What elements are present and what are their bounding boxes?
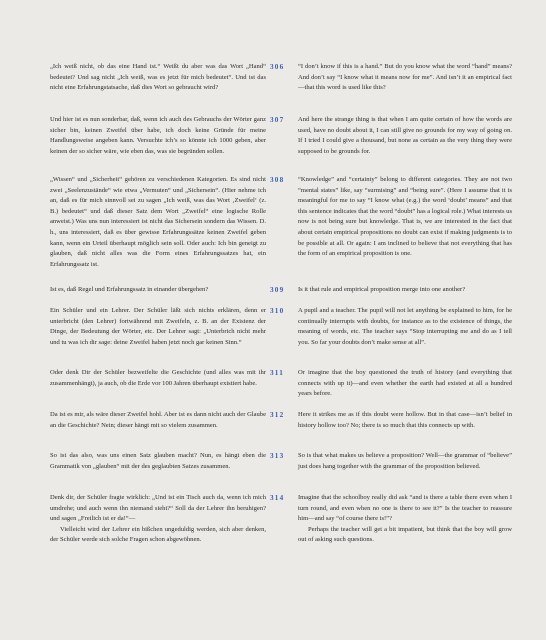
- german-paragraph: „Wissen“ und „Sicherheit“ gehören zu verschiedenen Kategorien. Es sind nicht zwei „Seelenzustände“ wie etwa „Vermuten“ und „Sichersein“. (Hier nehme ich an, daß es für mich sinnvoll sei zu sagen „Ich weiß, was das Wort ‚Zweifel‘ (z. B.) bedeutet“ und daß dieser Satz dem Wort „Zweifel“ eine logische Rolle anweist.) Was uns nun interessiert ist nicht das Sichersein sondern das Wissen. D. h., uns interessiert, daß es über gewisse Erfahrungssätze keinen Zweifel geben kann, wenn ein Urteil überhaupt möglich sein soll. Oder auch: Ich bin geneigt zu glauben, daß nicht alles was die Form eines Erfahrungssatzes hat, ein Erfahrungssatz ist.: [50, 176, 266, 268]
- section-number: 312: [270, 411, 285, 419]
- english-paragraph: Or imagine that the boy questioned the truth of history (and everything that connects with up it)—and even whether the earth had existed at all a hundred years before.: [298, 369, 512, 398]
- section-number: 313: [270, 452, 285, 460]
- german-paragraph-block: [50, 493, 266, 546]
- section-number: 311: [270, 369, 284, 377]
- english-paragraph: “I don’t know if this is a hand.” But do you know what the word “hand” means? And don’t say “I know what it means now for me”. And isn’t it an empirical fact—that this word is used like this?: [298, 63, 512, 92]
- english-paragraph: “Knowledge” and “certainty” belong to different categories. They are not two “mental states” like, say “surmising” and “being sure”. (Here I assume that it is meaningful for me to say “I know what (e.g.) the word ‘doubt’ means” and that this sentence indicates that the word “doubt” has a logical role.) What interests us now is not being sure but knowledge. That is, we are interested in the fact that about certain empirical propositions no doubt can exist if making judgments is to be possible at all. Or again: I am inclined to believe that not everything that has the form of an empirical proposition is one.: [298, 176, 512, 258]
- german-paragraph: Und hier ist es nun sonderbar, daß, wenn ich auch des Gebrauchs der Wörter ganz sicher bin, keinen Zweifel über habe, ich doch keine Gründe für meine Handlungsweise angeben kann. Versuchte ich’s so könnte ich 1000 geben, aber keinen der so sicher wäre, wie eben das, was sie begründen sollen.: [50, 116, 266, 155]
- english-paragraph: A pupil and a teacher. The pupil will not let anything be explained to him, for he continually interrupts with doubts, for instance as to the existence of things, the meaning of words, etc. The teacher says “Stop interrupting me and do as I tell you. So far your doubts don’t make sense at all”.: [298, 307, 512, 346]
- section-number: 307: [270, 116, 285, 124]
- section-number: 309: [270, 286, 285, 294]
- english-paragraph: Here it strikes me as if this doubt were hollow. But in that case—isn’t belief in history hollow too? No; there is so much that this connects up with.: [298, 411, 512, 429]
- german-paragraph: Oder denk Dir der Schüler bezweifelte die Geschichte (und alles was mit ihr zusammenhängt), ja auch, ob die Erde vor 100 Jahren überhaupt existiert habe.: [50, 369, 266, 387]
- english-paragraph: So is that what makes us believe a proposition? Well—the grammar of “believe” just does hang together with the grammar of the proposition believed.: [298, 452, 512, 470]
- german-paragraph: Da ist es mir, als wäre dieser Zweifel hohl. Aber ist es dann nicht auch der Glaube an die Geschichte? Nein; dieser hängt mit so vielem zusammen.: [50, 411, 266, 429]
- german-paragraph: Ein Schüler und ein Lehrer. Der Schüler läßt sich nichts erklären, denn er unterbricht (den Lehrer) fortwährend mit Zweifeln, z. B. an der Existenz der Dinge, der Bedeutung der Wörter, etc. Der Lehrer sagt: „Unterbrich nicht mehr und tu was ich dir sage: deine Zweifel haben jetzt noch gar keinen Sinn.“: [50, 307, 266, 346]
- german-paragraph: „Ich weiß nicht, ob das eine Hand ist.“ Weißt du aber was das Wort „Hand“ bedeutet? Und sag nicht „Ich weiß, was es jetzt für mich bedeutet“. Und ist das nicht eine Erfahrungstatsache, daß dies Wort so gebraucht wird?: [50, 63, 266, 92]
- section-number: 310: [270, 307, 285, 315]
- section-number: 306: [270, 63, 285, 71]
- english-paragraph-block: [298, 493, 512, 546]
- german-paragraph-continued: Vielleicht wird der Lehrer ein bißchen ungeduldig werden, sich aber denken, der Schüler werde sich solche Fragen schon abgewöhnen.: [50, 525, 266, 544]
- english-paragraph-continued: Perhaps the teacher will get a bit impatient, but think that the boy will grow out of asking such questions.: [298, 525, 512, 544]
- german-paragraph: Denk dir, der Schüler fragte wirklich: „Und ist ein Tisch auch da, wenn ich mich umdrehe; und auch wenn ihn niemand sieht?“ Soll da der Lehrer ihn beruhigen? und sagen „Freilich ist er da!“—: [50, 494, 266, 523]
- section-number: 314: [270, 494, 285, 502]
- english-paragraph: Imagine that the schoolboy really did ask “and is there a table there even when I turn round, and even when no one is there to see it?” Is the teacher to reassure him—and say “of course there is!”?: [298, 494, 512, 523]
- section-number: 308: [270, 176, 285, 184]
- german-paragraph: Ist es, daß Regel und Erfahrungssatz in einander übergehen?: [50, 286, 209, 293]
- english-paragraph: Is it that rule and empirical proposition merge into one another?: [298, 286, 466, 293]
- english-paragraph: And here the strange thing is that when I am quite certain of how the words are used, have no doubt about it, I can still give no grounds for my way of going on. If I tried I could give a thousand, but none as certain as the very thing they were supposed to be grounds for.: [298, 116, 512, 155]
- german-paragraph: So ist das also, was uns einen Satz glauben macht? Nun, es hängt eben die Grammatik von „glauben“ mit der des geglaubten Satzes zusammen.: [50, 452, 266, 470]
